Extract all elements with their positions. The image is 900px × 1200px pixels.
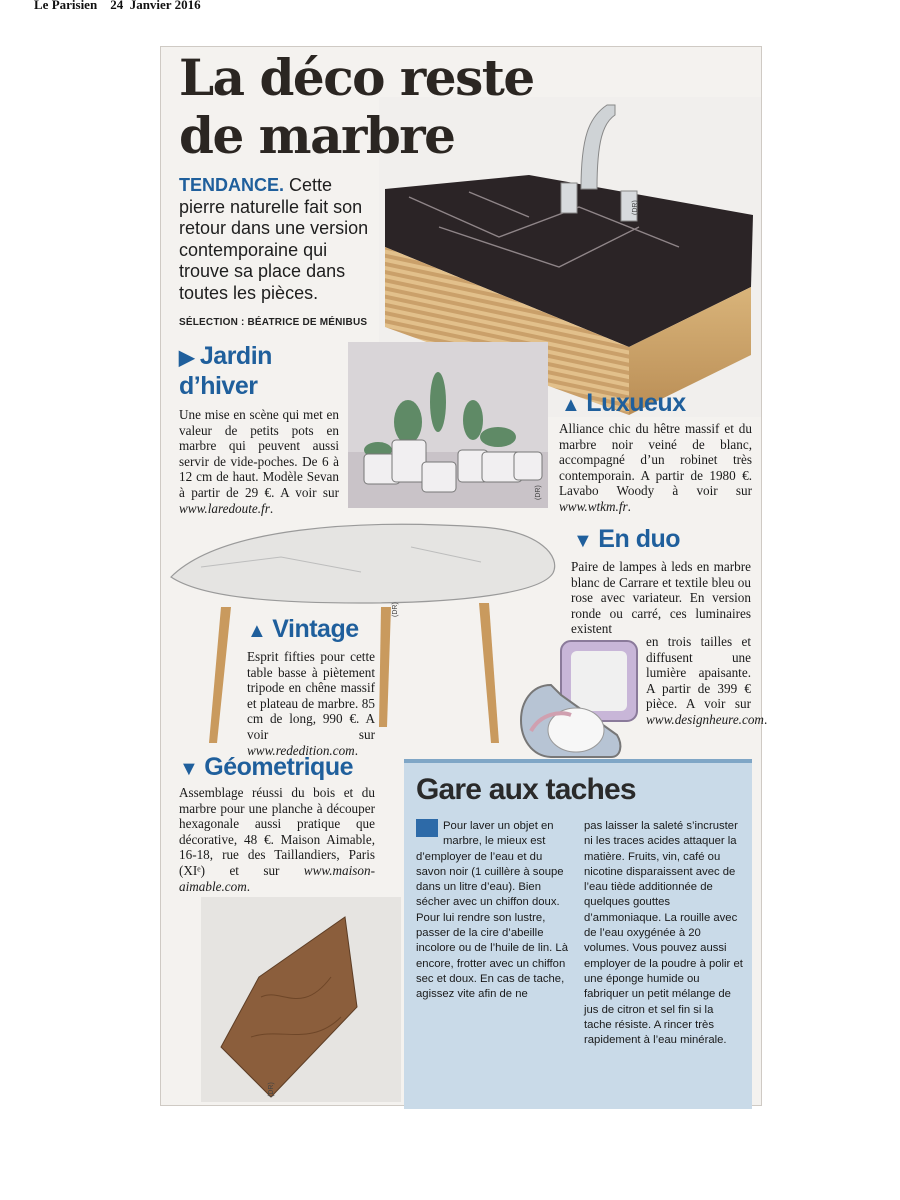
- down-arrow-icon: ▼: [179, 758, 199, 780]
- svg-text:(DR): (DR): [268, 1082, 275, 1097]
- vintage-body: [247, 649, 375, 758]
- up-arrow-icon: ▲: [561, 394, 581, 416]
- stain-care-sidebar: [404, 759, 752, 1109]
- sidebar-col1-text: Pour laver un objet en marbre, le mieux est d’employer de l’eau et du savon noir (1 cuillère à soupe dans un litre d’eau). Bien sécher avec un chiffon doux. Pour lui rendre son lustre, passer de la cire d’abeille incolore ou de l’huile de lin. Là encore, frotter avec un chiffon sec et doux. En cas de tache, agissez vite afin de ne: [416, 820, 568, 1001]
- vintage-end: .: [354, 742, 358, 758]
- article-byline: SÉLECTION : BÉATRICE DE MÉNIBUS: [179, 317, 368, 328]
- page-header: [34, 0, 201, 13]
- cutting-board-image: [201, 897, 401, 1102]
- geometrique-text: Assemblage réussi du bois et du marbre pour une planche à découper hexagonale aussi pratique que décorative, 48 €. Maison Aimable, 16-18, rue des Taillandiers, Paris (XIᵉ) et sur: [179, 785, 375, 878]
- bullet-square-icon: [416, 819, 438, 837]
- duo-text: en trois tailles et diffusent une lumière apaisante. A partir de 399 € pièce. A voir sur: [646, 634, 751, 712]
- luxueux-text: Alliance chic du hêtre massif et du marbre noir veiné de blanc, accompagné d’un robinet très contemporain. A partir de 1980 €. Lavabo Woody à voir sur: [559, 421, 752, 499]
- publication-name: Le Parisien: [34, 0, 98, 12]
- publication-date: 24 Janvier 2016: [110, 0, 201, 12]
- luxueux-link: www.wtkm.fr: [559, 498, 628, 514]
- geometrique-end: .: [246, 878, 251, 894]
- jardin-title-1: Jardin: [199, 342, 272, 370]
- up-arrow-icon: ▲: [247, 620, 267, 642]
- marble-lamps-image: [501, 635, 646, 765]
- sidebar-column-2: pas laisser la saleté s’incruster ni les traces acides attaquer la matière. Fruits, vin, café ou nicotine disparaissent avec de l’eau tiède additionnée de quelques gouttes d’ammoniaque. La rouille avec de l’eau oxygénée à 20 volumes. Vous pouvez aussi employer de la poudre à polir et une éponge humide ou fabriquer un petit mélange de jus de citron et sel fin si la tache résiste. A rincer très rapidement à l’eau minérale.: [584, 820, 743, 1047]
- luxueux-end: .: [627, 498, 631, 514]
- sidebar-column-1: [416, 819, 568, 1003]
- svg-text:(DR): (DR): [535, 485, 542, 500]
- geometrique-title: Géometrique: [204, 753, 353, 781]
- duo-heading: [573, 525, 680, 555]
- intro-text: Cette pierre naturelle fait son retour dans une version contemporaine qui trouve sa place dans toutes les pièces.: [179, 175, 369, 303]
- duo-link: www.designheure.com: [646, 711, 764, 727]
- jardin-link: www.laredoute.fr: [179, 500, 270, 516]
- geometrique-body: [179, 785, 375, 894]
- svg-text:(DR): (DR): [392, 602, 399, 617]
- jardin-title-2: d’hiver: [179, 372, 258, 400]
- vintage-link: www.rededition.com: [247, 742, 355, 758]
- duo-title: En duo: [598, 525, 681, 553]
- right-arrow-icon: ▶: [179, 347, 194, 369]
- svg-text:(DR): (DR): [632, 200, 639, 215]
- title-line-1: La déco reste: [179, 48, 534, 107]
- vintage-title: Vintage: [272, 615, 359, 643]
- jardin-end: .: [269, 500, 274, 516]
- vintage-heading: [247, 615, 359, 645]
- jardin-text: Une mise en scène qui met en valeur de petits pots en marbre qui peuvent aussi servir de vide-poches. De 6 à 12 cm de haut. Modèle Sevan à partir de 29 €. A voir sur: [179, 407, 339, 500]
- title-line-2: de marbre: [179, 106, 455, 165]
- geometrique-link: www.maison-aimable.com: [179, 862, 375, 894]
- newspaper-clipping: [160, 46, 768, 1106]
- duo-end: .: [763, 711, 768, 727]
- geometrique-heading: [179, 753, 353, 783]
- intro-tag: TENDANCE.: [179, 175, 285, 195]
- duo-body-bottom: [646, 634, 768, 728]
- vintage-text: Esprit fifties pour cette table basse à piètement tripode en chêne massif et plateau de marbre. 85 cm de long, 990 €. A voir sur: [247, 649, 375, 742]
- luxueux-body: [559, 421, 752, 515]
- sidebar-title: Gare aux taches: [416, 773, 636, 806]
- duo-body-top: Paire de lampes à leds en marbre blanc de Carrare et textile bleu ou rose avec variateur. En version ronde ou carré, ces luminaires existent: [571, 559, 751, 637]
- jardin-body: [179, 407, 339, 516]
- article-title: [179, 49, 534, 165]
- down-arrow-icon: ▼: [573, 530, 593, 552]
- article-intro: [179, 175, 379, 304]
- luxueux-title: Luxueux: [586, 389, 686, 417]
- luxueux-heading: [561, 389, 686, 419]
- jardin-heading: [179, 342, 272, 400]
- marble-pots-image: [348, 342, 548, 508]
